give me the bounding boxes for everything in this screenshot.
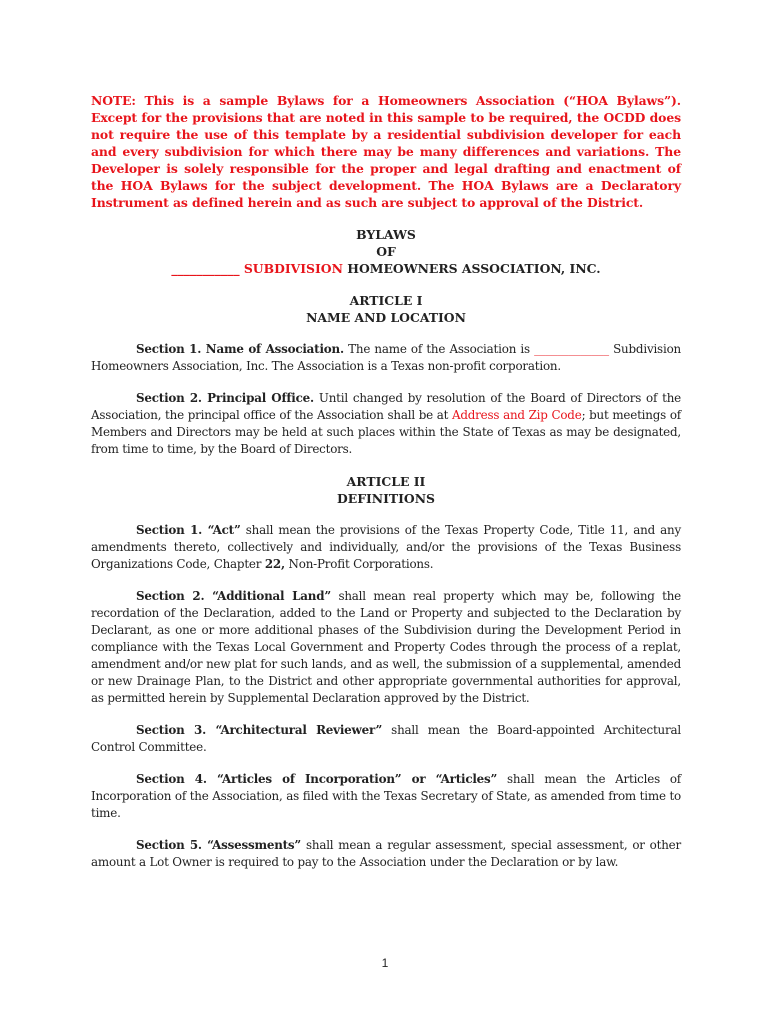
article-title: DEFINITIONS bbox=[337, 491, 435, 506]
article-1-section-2 bbox=[91, 390, 681, 458]
article-2-section-3 bbox=[91, 722, 681, 756]
section-text: The name of the Association is bbox=[348, 342, 530, 356]
article-2-section-5 bbox=[91, 837, 681, 871]
article-title: NAME AND LOCATION bbox=[306, 310, 466, 325]
title-rest: HOMEOWNERS ASSOCIATION, INC. bbox=[347, 261, 601, 276]
title-line-of: OF bbox=[376, 244, 396, 259]
title-line-association bbox=[91, 260, 681, 277]
article-1-section-1 bbox=[91, 341, 681, 375]
article-2-section-1 bbox=[91, 522, 681, 573]
chapter-number: 22, bbox=[264, 557, 285, 571]
section-text: shall mean the Articles of Incorporation of the Association, as filed with the Texas Secretary of State, as amended from time to time. bbox=[91, 772, 681, 820]
name-blank: ___________ bbox=[171, 261, 240, 276]
address-placeholder: Address and Zip Code bbox=[451, 408, 582, 422]
name-blank: _____________ bbox=[534, 342, 609, 356]
section-label: Section 4. “Articles of Incorporation” or “Articles” bbox=[136, 772, 498, 786]
sample-note: NOTE: This is a sample Bylaws for a Homeowners Association (“HOA Bylaws”). Except for the provisions that are noted in this sample to be required, the OCDD does not require the use of this template by a residential subdivision developer for each and every subdivision for which there may be many differences and variations. The Developer is solely responsible for the proper and legal drafting and enactment of the HOA Bylaws for the subject development. The HOA Bylaws are a Declaratory Instrument as defined herein and as such are subject to approval of the District. bbox=[91, 93, 681, 210]
article-number: ARTICLE II bbox=[346, 474, 426, 489]
article-number: ARTICLE I bbox=[349, 293, 423, 308]
section-text: Non-Profit Corporations. bbox=[288, 557, 434, 571]
section-text: Subdivision Homeowners Association, Inc. The Association is a Texas non-profit corporation. bbox=[91, 342, 681, 373]
article-2-section-4 bbox=[91, 771, 681, 822]
section-label: Section 3. “Architectural Reviewer” bbox=[136, 723, 383, 737]
section-text: shall mean a regular assessment, special assessment, or other amount a Lot Owner is required to pay to the Association under the Declaration or by law. bbox=[91, 838, 681, 869]
section-text: shall mean the Board-appointed Architectural Control Committee. bbox=[91, 723, 681, 754]
title-line-bylaws: BYLAWS bbox=[356, 227, 416, 242]
section-label: Section 1. Name of Association. bbox=[136, 342, 344, 356]
section-label: Section 1. “Act” bbox=[136, 523, 241, 537]
section-label: Section 2. Principal Office. bbox=[136, 391, 314, 405]
article-2-section-2 bbox=[91, 588, 681, 707]
document-page bbox=[91, 92, 681, 871]
section-label: Section 2. “Additional Land” bbox=[136, 589, 331, 603]
section-text: ; but meetings of Members and Directors may be held at such places within the State of Texas as may be designated, from time to time, by the Board of Directors. bbox=[91, 408, 681, 456]
section-text: shall mean real property which may be, following the recordation of the Declaration, added to the Land or Property and subjected to the Declaration by Declarant, as one or more additional phases of the Subdivision during the Development Period in compliance with the Texas Local Government and Property Codes through the process of a replat, amendment and/or new plat for such lands, and as well, the submission of a supplemental, amended or new Drainage Plan, to the District and other appropriate governmental authorities for approval, as permitted herein by Supplemental Declaration approved by the District. bbox=[91, 589, 681, 705]
article-1-heading bbox=[91, 292, 681, 326]
page-number: 1 bbox=[381, 956, 389, 970]
section-text: shall mean the provisions of the Texas Property Code, Title 11, and any amendments thereto, collectively and individually, and/or the provisions of the Texas Business Organizations Code, Chapter bbox=[91, 523, 681, 571]
subdivision-word: SUBDIVISION bbox=[243, 261, 343, 276]
section-label: Section 5. “Assessments” bbox=[136, 838, 302, 852]
article-2-heading bbox=[91, 473, 681, 507]
section-text: Until changed by resolution of the Board of Directors of the Association, the principal office of the Association shall be at bbox=[91, 391, 681, 422]
doc-title bbox=[91, 226, 681, 277]
